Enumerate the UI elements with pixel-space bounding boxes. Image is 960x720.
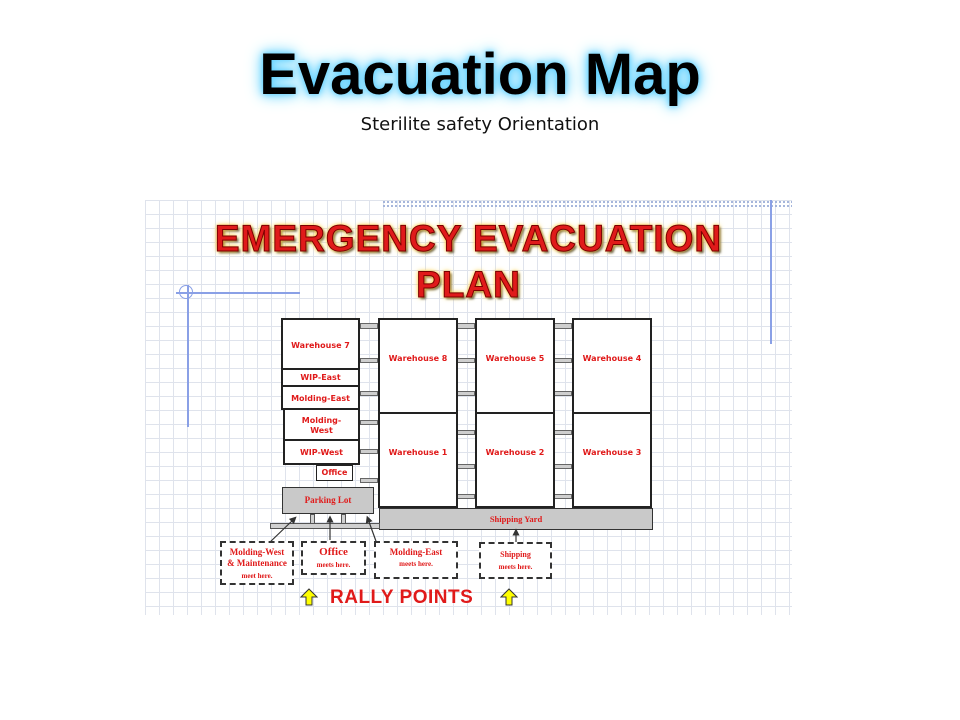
rally-line: meets here. <box>399 560 433 568</box>
label-warehouse-8: Warehouse 8 <box>388 354 448 363</box>
label-parking-lot: Parking Lot <box>304 495 352 505</box>
label-warehouse-2: Warehouse 2 <box>485 448 545 457</box>
label-warehouse-3: Warehouse 3 <box>582 448 642 457</box>
label-molding-west-2: West <box>310 426 333 435</box>
rally-line: meets here. <box>498 563 533 571</box>
label-warehouse-4: Warehouse 4 <box>582 354 642 363</box>
label-office: Office <box>321 468 348 477</box>
label-wip-west: WIP-West <box>299 448 344 457</box>
label-warehouse-5: Warehouse 5 <box>485 354 545 363</box>
plan-title-line2: PLAN <box>416 264 521 305</box>
rally-box-molding-east <box>374 541 458 579</box>
label-molding-west-1: Molding- <box>301 416 342 425</box>
plan-title-line1: EMERGENCY EVACUATION <box>214 218 723 259</box>
rally-line: meets here. <box>316 561 351 569</box>
up-arrow-icon <box>500 588 518 606</box>
up-arrow-icon <box>300 588 318 606</box>
label-molding-east: Molding-East <box>291 394 350 403</box>
rally-box-shipping <box>479 542 552 579</box>
label-warehouse-7: Warehouse 7 <box>291 341 350 350</box>
rally-line: Molding-East <box>389 547 443 557</box>
slide-title: Evacuation Map <box>259 42 701 107</box>
label-wip-east: WIP-East <box>300 373 341 382</box>
rally-box-molding-west <box>220 541 294 585</box>
rally-line: Molding-West <box>229 547 285 557</box>
rally-line: meet here. <box>241 572 273 580</box>
rally-points-label: RALLY POINTS <box>330 587 474 608</box>
rally-line: Office <box>319 546 348 558</box>
rally-line: & Maintenance <box>227 558 287 568</box>
label-warehouse-1: Warehouse 1 <box>388 448 448 457</box>
rally-box-office <box>301 541 366 575</box>
rally-line: Shipping <box>500 550 531 559</box>
slide-subtitle: Sterilite safety Orientation <box>360 114 600 135</box>
label-shipping-yard: Shipping Yard <box>489 514 543 524</box>
